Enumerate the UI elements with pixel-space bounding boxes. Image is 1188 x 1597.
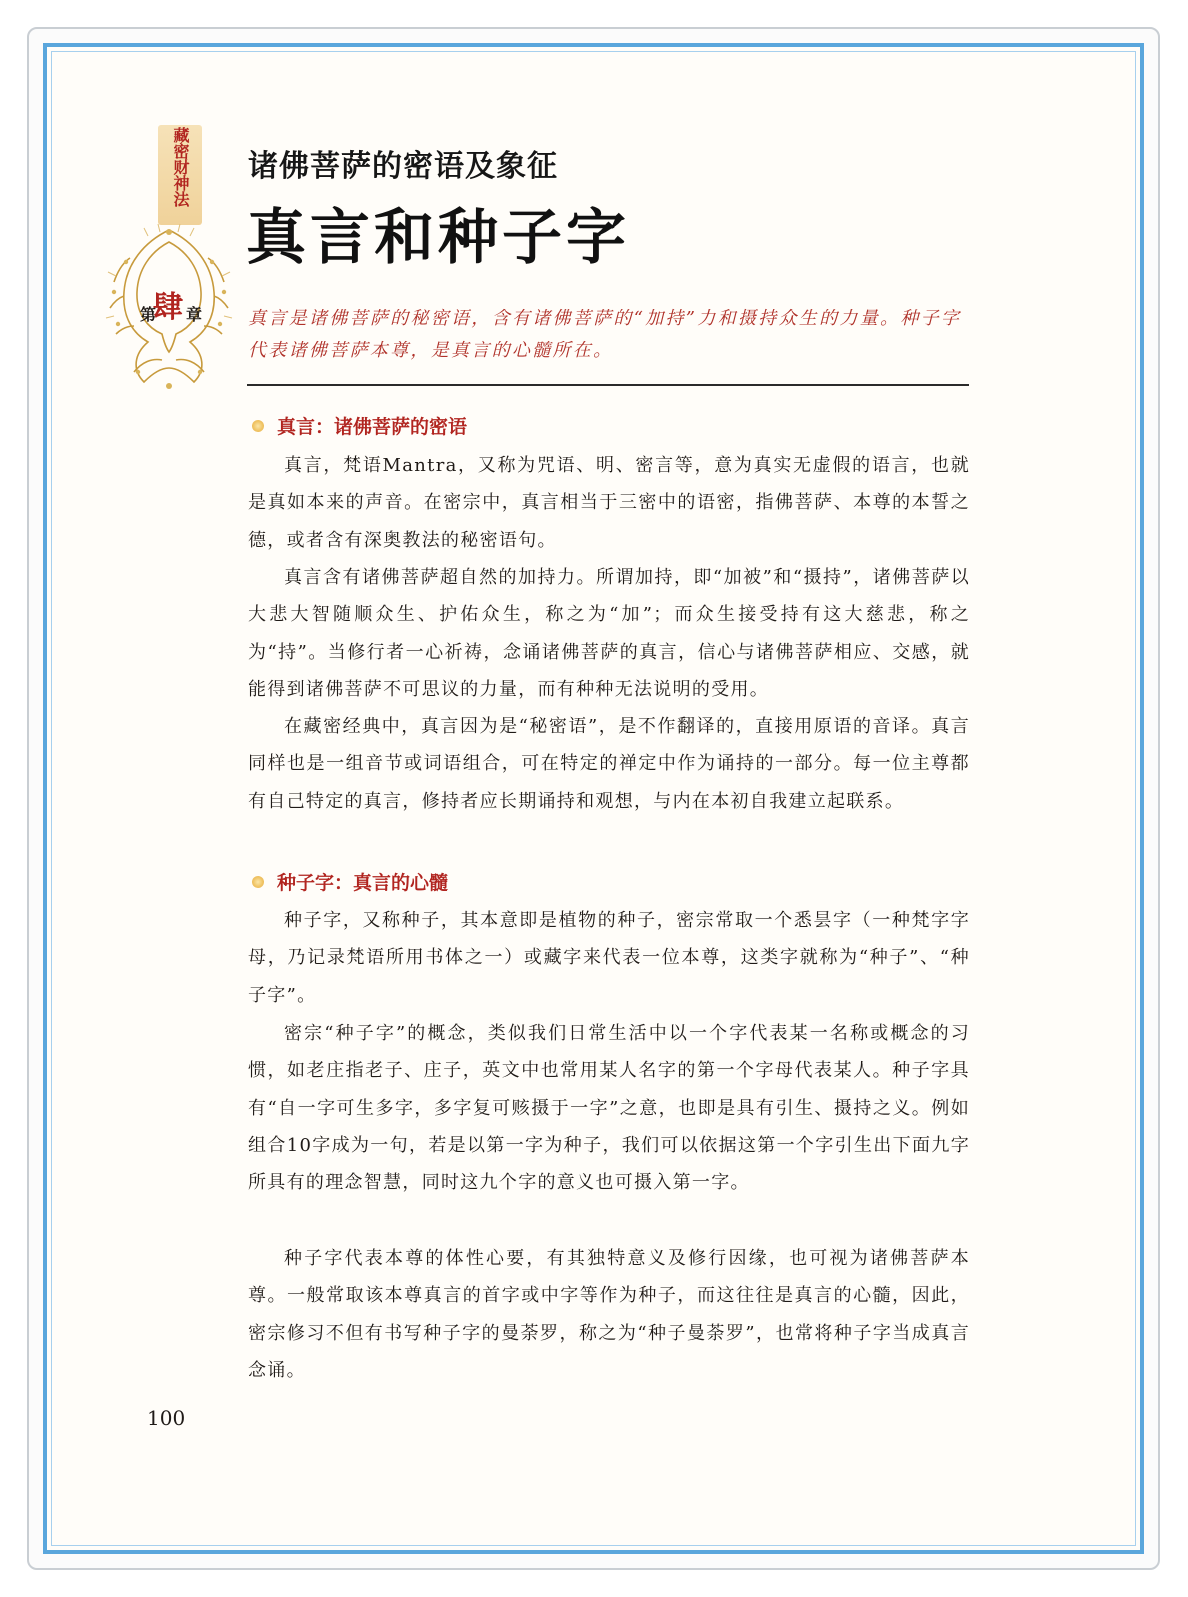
lotus-bullet-icon bbox=[250, 418, 266, 434]
paragraph: 密宗“种子字”的概念，类似我们日常生活中以一个字代表某一名称或概念的习惯，如老庄指老子、庄子，英文中也常用某人名字的第一个字母代表某人。种子字具有“自一字可生多字，多字复可赅摄于一字”之意，也即是具有引生、摄持之义。例如组合10字成为一句，若是以第一字为种子，我们可以依据这第一个字引生出下面九字所具有的理念智慧，同时这九个字的意义也可摄入第一字。 bbox=[248, 1023, 970, 1194]
side-tab-text: 藏密财神法 bbox=[171, 127, 190, 207]
section-heading-mantra bbox=[250, 412, 467, 439]
side-tab bbox=[158, 125, 202, 225]
section-heading-seed-syllable bbox=[250, 868, 448, 895]
paragraph: 种子字代表本尊的体性心要，有其独特意义及修行因缘，也可视为诸佛菩萨本尊。一般常取该本尊真言的首字或中字等作为种子，而这往往是真言的心髓，因此，密宗修习不但有书写种子字的曼荼罗，称之为“种子曼荼罗”，也常将种子字当成真言念诵。 bbox=[248, 1248, 970, 1381]
page-title: 真言和种子字 bbox=[246, 203, 630, 273]
section-heading-text: 种子字：真言的心髓 bbox=[277, 872, 449, 894]
chapter-numeral: 肆 bbox=[153, 290, 183, 325]
intro-text: 真言是诸佛菩萨的秘密语，含有诸佛菩萨的“加持”力和摄持众生的力量。种子字代表诸佛菩萨本尊，是真言的心髓所在。 bbox=[248, 308, 962, 361]
page-number: 100 bbox=[147, 1406, 186, 1430]
lotus-bullet-icon bbox=[250, 874, 266, 890]
page-subtitle: 诸佛菩萨的密语及象征 bbox=[248, 149, 558, 184]
paragraph: 真言，梵语Mantra，又称为咒语、明、密言等，意为真实无虚假的语言，也就是真如本来的声音。在密宗中，真言相当于三密中的语密，指佛菩萨、本尊的本誓之德，或者含有深奥教法的秘密语句。 bbox=[248, 455, 970, 551]
paragraph: 种子字，又称种子，其本意即是植物的种子，密宗常取一个悉昙字（一种梵字字母，乃记录梵语所用书体之一）或藏字来代表一位本尊，这类字就称为“种子”、“种子字”。 bbox=[248, 910, 970, 1006]
chapter-prefix: 第 bbox=[140, 305, 157, 324]
chapter-suffix: 章 bbox=[186, 305, 203, 324]
section-heading-text: 真言：诸佛菩萨的密语 bbox=[277, 416, 468, 438]
paragraph: 真言含有诸佛菩萨超自然的加持力。所谓加持，即“加被”和“摄持”，诸佛菩萨以大悲大智随顺众生、护佑众生，称之为“加”；而众生接受持有这大慈悲，称之为“持”。当修行者一心祈祷，念诵诸佛菩萨的真言，信心与诸佛菩萨相应、交感，就能得到诸佛菩萨不可思议的力量，而有种种无法说明的受用。 bbox=[248, 567, 970, 700]
divider bbox=[247, 384, 969, 386]
paragraph: 在藏密经典中，真言因为是“秘密语”，是不作翻译的，直接用原语的音译。真言同样也是一组音节或词语组合，可在特定的禅定中作为诵持的一部分。每一位主尊都有自己特定的真言，修持者应长期诵持和观想，与内在本初自我建立起联系。 bbox=[248, 716, 970, 812]
